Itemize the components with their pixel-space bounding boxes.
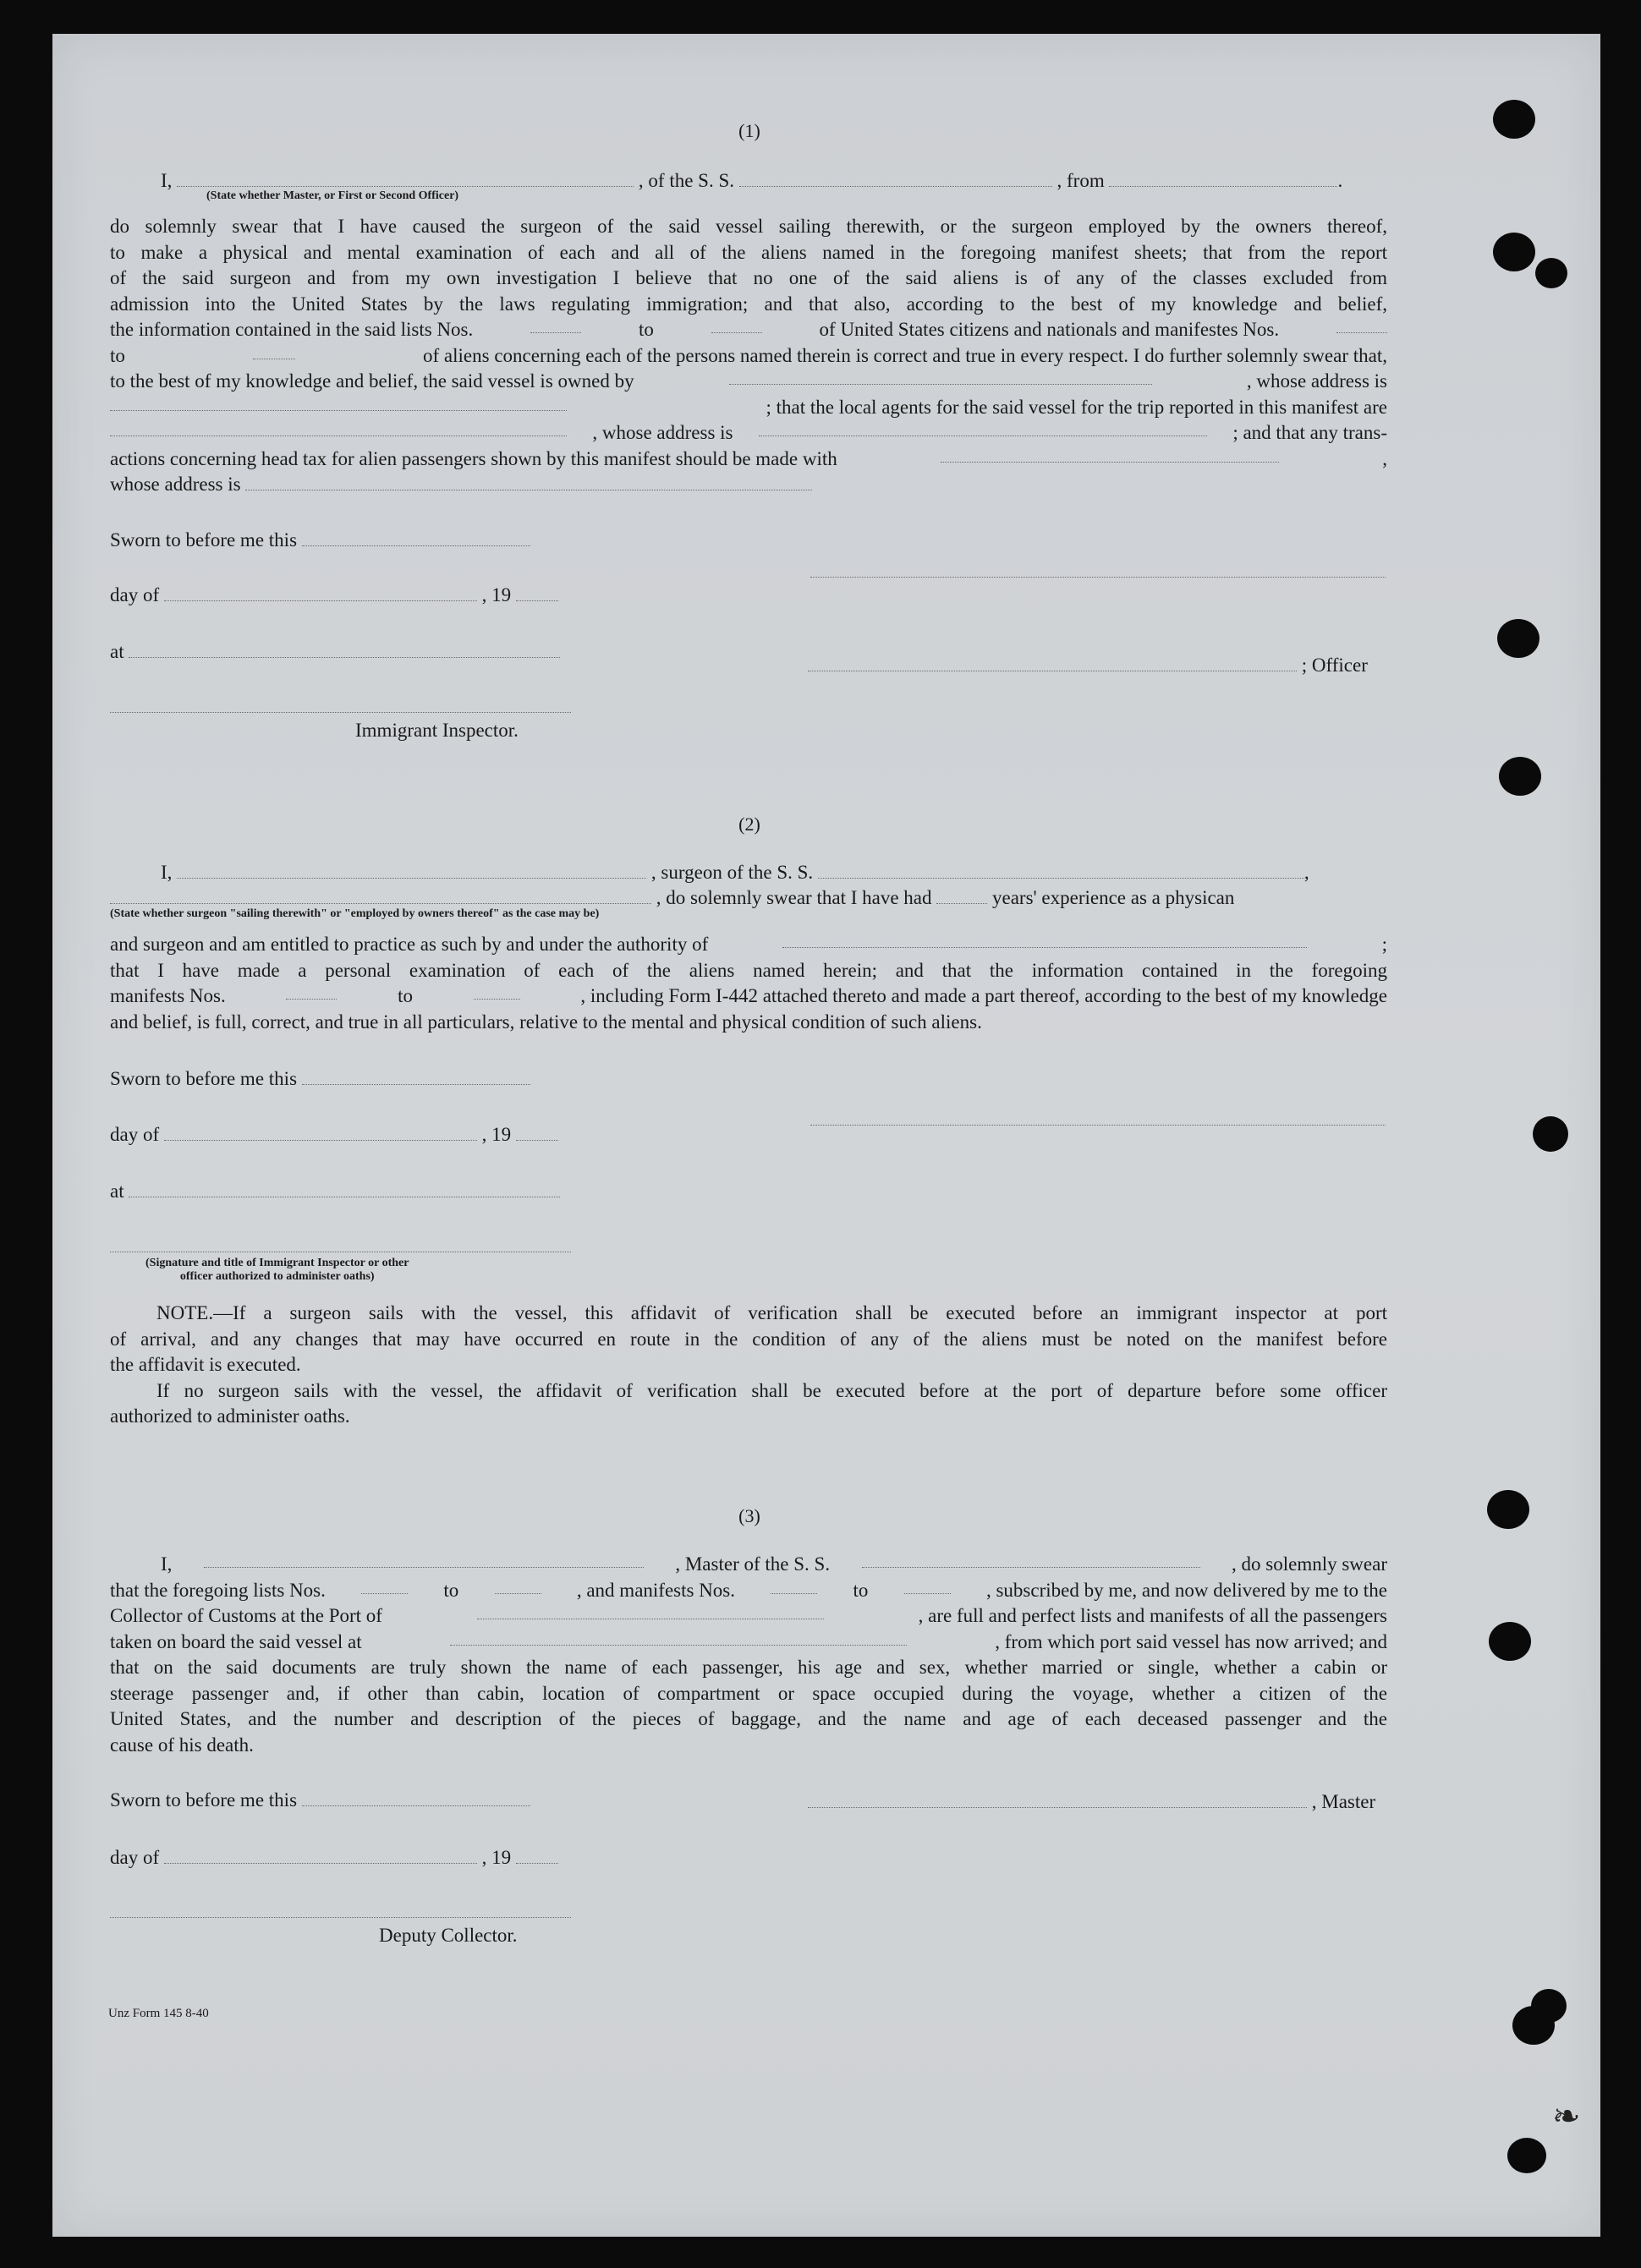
blank-field[interactable] — [177, 171, 634, 187]
blank-field[interactable] — [759, 420, 1207, 436]
section-number: (1) — [738, 120, 760, 141]
section2-body: and surgeon and am entitled to practice as such by and under the authority of ; that I have made a personal examination of each of the aliens named herein; and that the information contained in the foregoing manifests Nos. to , including Form I-442 attached thereto and made a part thereof, according to the best of my knowledge and belief, is full, correct, and true in all particulars, relative to the mental and physical condition of such aliens. — [110, 934, 1387, 1033]
note-paragraph: NOTE.—If a surgeon sails with the vessel, this affidavit of verification shall be executed before an immigrant inspector at port of arrival, and any changes that may have occurred en route in the condition of any of the aliens must be noted on the manifest before the affidavit is executed. If no surgeon sails with the vessel, the affidavit of verification shall be executed before at the port of departure before some officer authorized to administer oaths. — [110, 1302, 1387, 1427]
blank-field[interactable] — [1109, 171, 1337, 187]
blank-field[interactable] — [771, 1578, 817, 1594]
blank-field[interactable] — [818, 863, 1304, 879]
blank-field[interactable] — [516, 1848, 558, 1864]
officer-signature-line: ; Officer — [808, 654, 1368, 677]
blank-field[interactable] — [941, 446, 1279, 463]
blank-field[interactable] — [129, 642, 560, 658]
signature-note: (Signature and title of Immigrant Inspector or other officer authorized to administer oaths) — [145, 1257, 409, 1283]
blank-field[interactable] — [177, 863, 646, 879]
sworn-line: Sworn to before me this — [110, 1789, 530, 1812]
sworn-line: Sworn to before me this — [110, 529, 530, 552]
signature-line[interactable] — [810, 1123, 1386, 1126]
blank-field[interactable] — [862, 1552, 1200, 1568]
blank-field[interactable] — [904, 1578, 951, 1594]
punch-hole — [1499, 757, 1541, 796]
blank-field[interactable] — [936, 888, 987, 904]
deputy-title: Deputy Collector. — [379, 1925, 518, 1946]
section3-body: I, , Master of the S. S. , do solemnly swear that the foregoing lists Nos. to , and manifests Nos. to , subscribed by me, and now delivered by me to the Collector of Customs at the Port of , are full and perfect lists and manifests of all the passengers taken on board the said vessel at , from which port said vessel has now arrived; and that on the said documents are truly shown the name of each passenger, his age and sex, whether married or single, whether a cabin or steerage passenger and, if other than cabin, location of compartment or space occupied during the voyage, whether a citizen of the United States, and the number and description of the pieces of baggage, and the name and age of each deceased passenger and the cause of his death. — [110, 1553, 1387, 1756]
signature-line[interactable] — [810, 575, 1386, 578]
blank-field[interactable] — [110, 395, 567, 411]
blank-field[interactable] — [302, 530, 530, 546]
blank-field[interactable] — [164, 1125, 477, 1141]
blank-field[interactable] — [808, 1792, 1307, 1808]
blank-field[interactable] — [450, 1630, 907, 1646]
punch-hole — [1487, 1490, 1529, 1529]
inspector-title: Immigrant Inspector. — [355, 720, 519, 741]
signature-line[interactable] — [110, 710, 571, 713]
blank-field[interactable] — [729, 369, 1152, 385]
blank-field[interactable] — [495, 1578, 541, 1594]
handwritten-mark: ❧ — [1552, 2097, 1581, 2136]
blank-field[interactable] — [110, 888, 651, 904]
surgeon-note: (State whether surgeon "sailing therewith" or "employed by owners thereof" as the case may be) — [110, 907, 600, 920]
blank-field[interactable] — [110, 420, 567, 436]
punch-hole — [1497, 619, 1539, 658]
day-of-line: day of , 19 — [110, 1123, 558, 1147]
blank-field[interactable] — [516, 585, 558, 601]
signature-line[interactable] — [110, 1915, 571, 1918]
blank-field[interactable] — [739, 171, 1052, 187]
blank-field[interactable] — [245, 474, 812, 490]
blank-field[interactable] — [164, 1848, 477, 1864]
punch-hole — [1533, 1116, 1568, 1152]
blank-field[interactable] — [361, 1578, 408, 1594]
blank-field[interactable] — [302, 1790, 530, 1806]
section-number: (2) — [738, 814, 760, 835]
punch-hole — [1493, 100, 1535, 139]
punch-hole — [1489, 1622, 1531, 1661]
signature-line[interactable] — [110, 1250, 571, 1252]
oath-line-officer: I, , of the S. S. , from . — [161, 170, 1343, 191]
blank-field[interactable] — [530, 317, 581, 333]
blank-field[interactable] — [129, 1181, 560, 1197]
punch-hole — [1493, 233, 1535, 271]
officer-note: (State whether Master, or First or Second Officer) — [206, 189, 459, 202]
blank-field[interactable] — [477, 1603, 824, 1619]
day-of-line: day of , 19 — [110, 1846, 558, 1870]
blank-field[interactable] — [516, 1125, 558, 1141]
blank-field[interactable] — [286, 983, 337, 1000]
form-identifier: Unz Form 145 8-40 — [108, 2007, 209, 2020]
punch-hole — [1535, 258, 1567, 288]
blank-field[interactable] — [204, 1552, 644, 1568]
day-of-line: day of , 19 — [110, 583, 558, 607]
blank-field[interactable] — [808, 655, 1297, 671]
blank-field[interactable] — [782, 932, 1307, 948]
sworn-line: Sworn to before me this — [110, 1067, 530, 1091]
experience-line: , do solemnly swear that I have had years' experience as a physican — [110, 886, 1234, 910]
blank-field[interactable] — [1336, 317, 1387, 333]
blank-field[interactable] — [302, 1069, 530, 1085]
section1-body: do solemnly swear that I have caused the surgeon of the said vessel sailing therewith, or the surgeon employed by the owners thereof, to make a physical and mental examination of each and all of the aliens named in the foregoing manifest sheets; that from the report of the said surgeon and from my own investigation I believe that no one of the said aliens is of any of the classes excluded from admission into the United States by the laws regulating immigration; and that also, according to the best of my knowledge and belief, the information contained in the said lists Nos. to of United States citizens and nationals and manifestes Nos. to of aliens concerning each of the persons named therein is correct and true in every respect. I do further solemnly swear that, to the best of my knowledge and belief, the said vessel is owned by , whose address is ; that the local agents for the said vessel for the trip reported in this manifest are , whose address is ; and that any trans- actions concerning head tax for alien passengers shown by this manifest should be made with , whose address is — [110, 216, 1387, 495]
surgeon-line: I, , surgeon of the S. S. , — [161, 862, 1309, 883]
section-number: (3) — [738, 1505, 760, 1526]
blank-field[interactable] — [253, 343, 295, 359]
blank-field[interactable] — [164, 585, 477, 601]
punch-hole — [1512, 2006, 1555, 2045]
at-line: at — [110, 1180, 560, 1203]
blank-field[interactable] — [711, 317, 762, 333]
blank-field[interactable] — [474, 983, 520, 1000]
punch-hole — [1507, 2138, 1546, 2173]
at-line: at — [110, 640, 560, 664]
master-signature-line: , Master — [808, 1790, 1375, 1814]
